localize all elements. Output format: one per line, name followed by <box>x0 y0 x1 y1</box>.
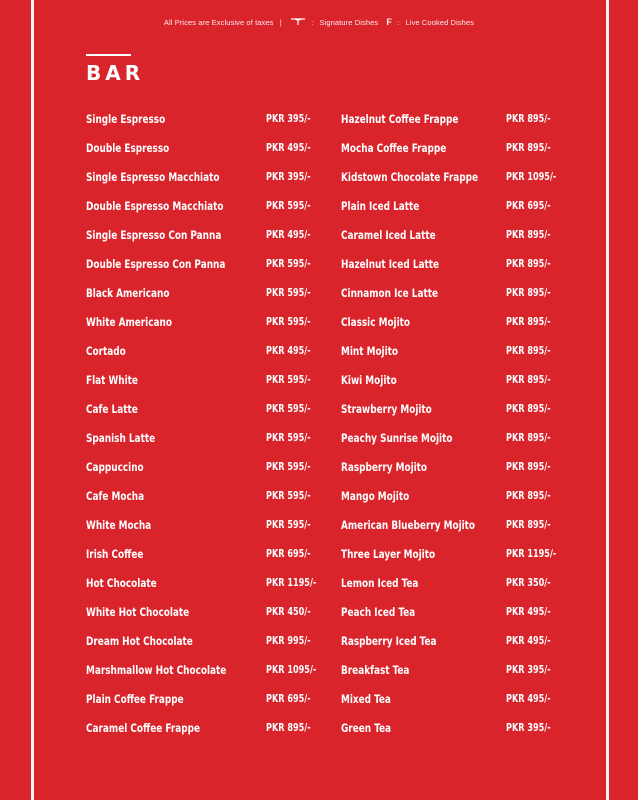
menu-item <box>341 603 571 632</box>
menu-item-price: PKR 895/- <box>506 374 551 386</box>
menu-item-name: American Blueberry Mojito <box>341 518 476 532</box>
legend-separator: | <box>279 17 282 27</box>
menu-item-name: Green Tea <box>341 721 392 735</box>
menu-item-price: PKR 595/- <box>266 287 311 299</box>
menu-item-price: PKR 895/- <box>506 519 551 531</box>
menu-item <box>341 574 571 603</box>
menu-item-name: Mango Mojito <box>341 489 410 503</box>
menu-item-name: Peachy Sunrise Mojito <box>341 431 453 445</box>
menu-item-price: PKR 595/- <box>266 432 311 444</box>
menu-item <box>341 487 571 516</box>
menu-item-price: PKR 595/- <box>266 200 311 212</box>
menu-item-name: Mocha Coffee Frappe <box>341 141 447 155</box>
menu-item <box>86 313 326 342</box>
menu-item-name: Flat White <box>86 373 138 387</box>
live-cooked-icon: F <box>386 17 393 28</box>
menu-item-price: PKR 895/- <box>506 490 551 502</box>
menu-item <box>341 197 571 226</box>
menu-item-name: Irish Coffee <box>86 547 144 561</box>
menu-item-price: PKR 350/- <box>506 577 551 589</box>
legend-colon-2: : <box>397 17 400 27</box>
menu-item-price: PKR 495/- <box>506 693 551 705</box>
menu-item-name: Double Espresso Con Panna <box>86 257 226 271</box>
section-title: BAR <box>86 61 145 85</box>
menu-item-name: Double Espresso <box>86 141 170 155</box>
menu-item <box>341 371 571 400</box>
menu-item-price: PKR 895/- <box>506 142 551 154</box>
menu-item <box>86 168 326 197</box>
menu-item-name: Classic Mojito <box>341 315 411 329</box>
menu-item-price: PKR 395/- <box>506 722 551 734</box>
menu-item-name: White Hot Chocolate <box>86 605 190 619</box>
menu-item-price: PKR 495/- <box>266 229 311 241</box>
menu-item-name: Hot Chocolate <box>86 576 157 590</box>
menu-item-price: PKR 395/- <box>266 171 311 183</box>
menu-item-price: PKR 895/- <box>266 722 311 734</box>
menu-item-price: PKR 395/- <box>266 113 311 125</box>
legend-signature-label: Signature Dishes <box>319 17 379 27</box>
menu-item-price: PKR 395/- <box>506 664 551 676</box>
menu-item-name: Cappuccino <box>86 460 144 474</box>
menu-item-price: PKR 895/- <box>506 258 551 270</box>
menu-item <box>341 168 571 197</box>
menu-item <box>341 255 571 284</box>
menu-item-price: PKR 695/- <box>506 200 551 212</box>
menu-item-name: Hazelnut Iced Latte <box>341 257 440 271</box>
menu-item-name: Plain Coffee Frappe <box>86 692 184 706</box>
menu-item-price: PKR 895/- <box>506 461 551 473</box>
menu-item <box>86 458 326 487</box>
menu-item <box>341 458 571 487</box>
menu-item <box>86 487 326 516</box>
menu-item-name: Kidstown Chocolate Frappe <box>341 170 479 184</box>
menu-item <box>341 545 571 574</box>
menu-item-name: Three Layer Mojito <box>341 547 436 561</box>
menu-item-price: PKR 595/- <box>266 374 311 386</box>
menu-item-name: Mixed Tea <box>341 692 391 706</box>
menu-item-price: PKR 895/- <box>506 432 551 444</box>
signature-dish-icon <box>290 18 306 26</box>
menu-item <box>341 284 571 313</box>
menu-item <box>86 400 326 429</box>
menu-item-price: PKR 595/- <box>266 461 311 473</box>
menu-item-price: PKR 495/- <box>266 345 311 357</box>
menu-item-price: PKR 595/- <box>266 519 311 531</box>
menu-item-name: Spanish Latte <box>86 431 156 445</box>
menu-item-name: White Americano <box>86 315 172 329</box>
menu-item-name: Double Espresso Macchiato <box>86 199 224 213</box>
menu-item-name: Plain Iced Latte <box>341 199 420 213</box>
menu-item-name: Cafe Latte <box>86 402 138 416</box>
menu-item-price: PKR 595/- <box>266 258 311 270</box>
menu-item <box>86 574 326 603</box>
menu-item <box>86 429 326 458</box>
menu-item <box>341 690 571 719</box>
menu-item-price: PKR 595/- <box>266 490 311 502</box>
menu-item <box>86 342 326 371</box>
menu-item-price: PKR 1095/- <box>266 664 317 676</box>
menu-item-name: Cinnamon Ice Latte <box>341 286 439 300</box>
menu-item-price: PKR 895/- <box>506 345 551 357</box>
menu-item-name: Kiwi Mojito <box>341 373 397 387</box>
menu-item-name: Single Espresso Macchiato <box>86 170 220 184</box>
legend-live-label: Live Cooked Dishes <box>405 17 475 27</box>
menu-item <box>86 661 326 690</box>
right-border-line <box>606 0 609 800</box>
menu-column-right <box>341 110 571 748</box>
menu-item-name: Peach Iced Tea <box>341 605 416 619</box>
menu-item <box>341 719 571 748</box>
menu-item <box>341 110 571 139</box>
menu-item <box>341 400 571 429</box>
menu-item-name: Single Espresso Con Panna <box>86 228 222 242</box>
section-header <box>86 54 144 84</box>
menu-column-left <box>86 110 326 748</box>
menu-item <box>341 139 571 168</box>
legend <box>0 17 638 27</box>
menu-item-price: PKR 595/- <box>266 403 311 415</box>
menu-item <box>341 632 571 661</box>
menu-item-price: PKR 1095/- <box>506 171 557 183</box>
menu-item-name: Hazelnut Coffee Frappe <box>341 112 459 126</box>
left-border-line <box>31 0 34 800</box>
menu-item-price: PKR 895/- <box>506 287 551 299</box>
menu-item-price: PKR 895/- <box>506 316 551 328</box>
menu-item-name: Lemon Iced Tea <box>341 576 419 590</box>
menu-item <box>86 603 326 632</box>
menu-item-name: Marshmallow Hot Chocolate <box>86 663 227 677</box>
menu-item-name: Black Americano <box>86 286 170 300</box>
menu-item-name: Single Espresso <box>86 112 166 126</box>
menu-item-name: White Mocha <box>86 518 152 532</box>
menu-item-price: PKR 895/- <box>506 229 551 241</box>
menu-item-name: Raspberry Mojito <box>341 460 428 474</box>
menu-item-price: PKR 495/- <box>506 635 551 647</box>
menu-item <box>341 342 571 371</box>
menu-item-price: PKR 495/- <box>506 606 551 618</box>
menu-item <box>86 255 326 284</box>
menu-item-name: Cortado <box>86 344 126 358</box>
menu-item <box>341 226 571 255</box>
menu-item <box>341 313 571 342</box>
menu-item <box>86 110 326 139</box>
menu-item <box>341 429 571 458</box>
menu-item-price: PKR 595/- <box>266 316 311 328</box>
menu-item-price: PKR 895/- <box>506 113 551 125</box>
menu-item <box>86 632 326 661</box>
menu-item-price: PKR 450/- <box>266 606 311 618</box>
menu-item <box>341 661 571 690</box>
menu-item <box>86 719 326 748</box>
menu-item-name: Dream Hot Chocolate <box>86 634 193 648</box>
menu-item-price: PKR 895/- <box>506 403 551 415</box>
menu-item-name: Caramel Iced Latte <box>341 228 436 242</box>
menu-item-price: PKR 995/- <box>266 635 311 647</box>
legend-colon: : <box>311 17 314 27</box>
menu-item <box>86 139 326 168</box>
menu-item <box>86 690 326 719</box>
menu-item-name: Breakfast Tea <box>341 663 410 677</box>
menu-item <box>86 516 326 545</box>
menu-item <box>86 545 326 574</box>
menu-item-price: PKR 1195/- <box>266 577 317 589</box>
menu-item <box>86 371 326 400</box>
menu-item <box>341 516 571 545</box>
menu-item-price: PKR 495/- <box>266 142 311 154</box>
menu-item-name: Strawberry Mojito <box>341 402 432 416</box>
menu-item-price: PKR 695/- <box>266 693 311 705</box>
menu-item <box>86 226 326 255</box>
menu-item-price: PKR 1195/- <box>506 548 557 560</box>
title-rule <box>86 54 131 56</box>
menu-item <box>86 284 326 313</box>
menu-item-name: Caramel Coffee Frappe <box>86 721 201 735</box>
legend-taxes-note: All Prices are Exclusive of taxes <box>163 17 274 27</box>
menu-item-name: Cafe Mocha <box>86 489 145 503</box>
menu-item <box>86 197 326 226</box>
menu-item-price: PKR 695/- <box>266 548 311 560</box>
menu-item-name: Mint Mojito <box>341 344 399 358</box>
menu-item-name: Raspberry Iced Tea <box>341 634 437 648</box>
